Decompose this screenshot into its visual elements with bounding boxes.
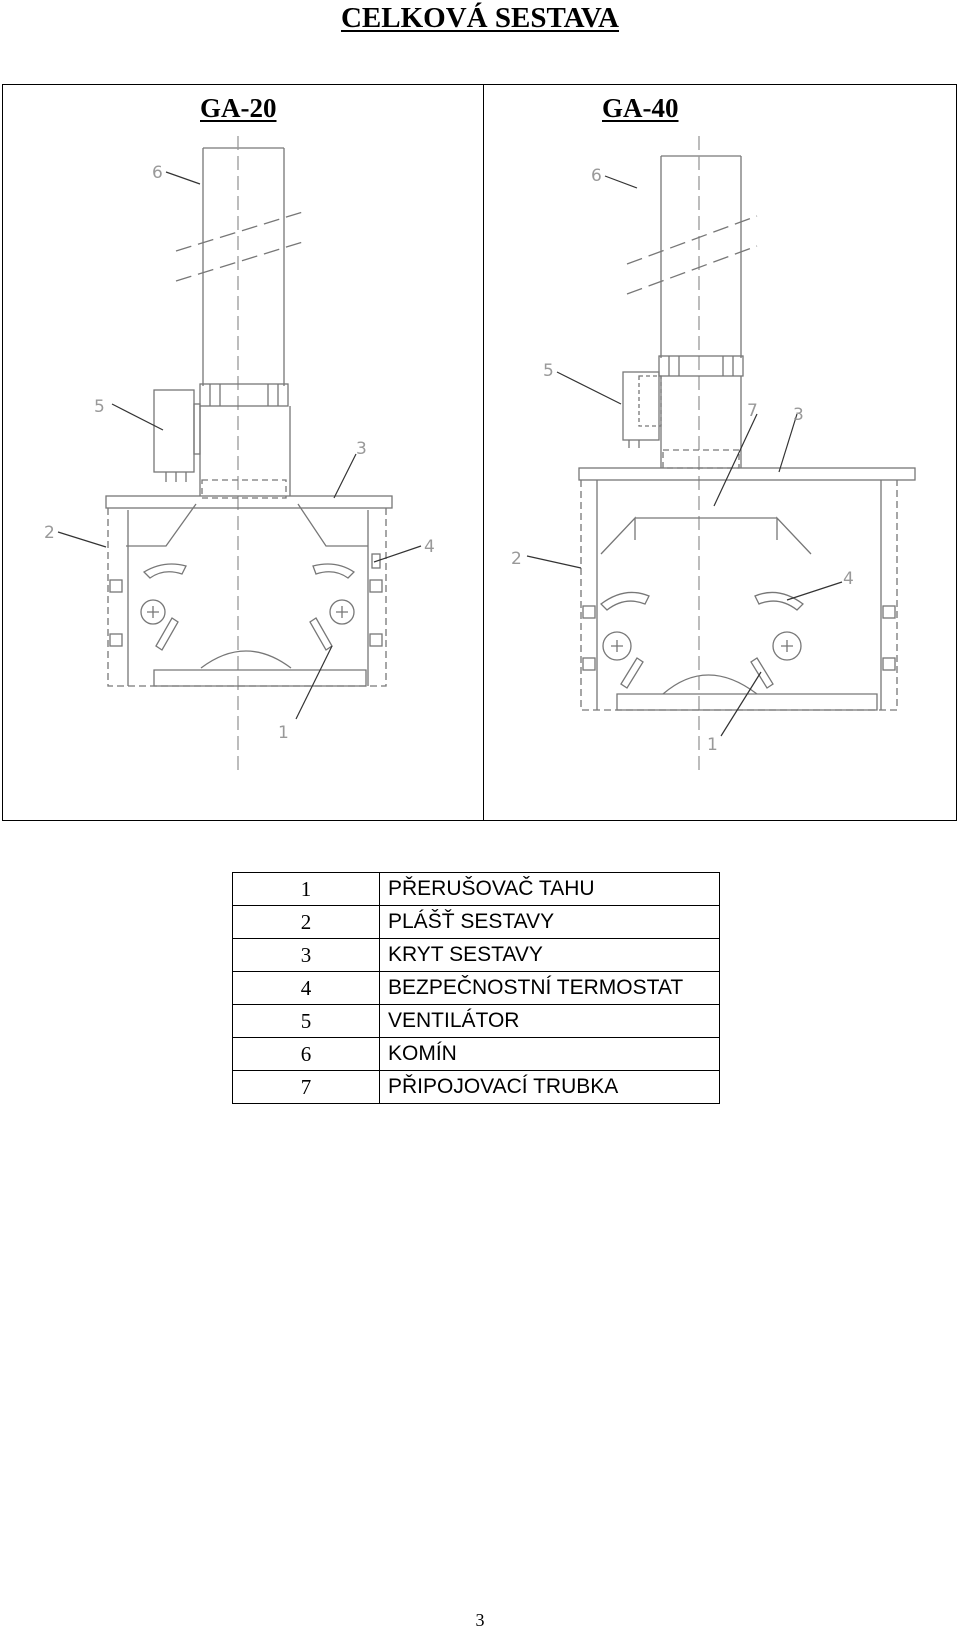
- chimney-ga40: [661, 156, 741, 358]
- callout-3-ga20: 3: [356, 439, 367, 459]
- table-row: [233, 906, 720, 939]
- part-name: PŘIPOJOVACÍ TRUBKA: [380, 1071, 720, 1104]
- callout-4-ga40: 4: [843, 569, 854, 589]
- table-row: [233, 939, 720, 972]
- chimney-ga20: [203, 148, 284, 386]
- part-number: 1: [233, 873, 380, 906]
- table-row: [233, 1071, 720, 1104]
- callout-1-ga20: 1: [278, 723, 289, 743]
- callout-4-ga20: 4: [424, 537, 435, 557]
- ga20-assembly-drawing: [6, 86, 476, 819]
- part-number: 3: [233, 939, 380, 972]
- parts-legend-table: [232, 872, 720, 1104]
- callouts-ga40: [511, 166, 854, 755]
- callout-5-ga20: 5: [94, 397, 105, 417]
- part-number: 5: [233, 1005, 380, 1038]
- model-label-ga40: GA-40: [602, 93, 679, 123]
- part-name: VENTILÁTOR: [380, 1005, 720, 1038]
- table-row: [233, 1005, 720, 1038]
- part-number: 2: [233, 906, 380, 939]
- part-number: 4: [233, 972, 380, 1005]
- callout-1-ga40: 1: [707, 735, 718, 755]
- callout-6-ga20: 6: [152, 163, 163, 183]
- fan-ga40: [623, 372, 661, 448]
- table-row: [233, 1038, 720, 1071]
- callouts-ga20: [44, 163, 435, 743]
- fan-ga20: [154, 390, 200, 482]
- frame-divider: [483, 84, 484, 821]
- cover-ga20: [106, 496, 392, 508]
- part-name: KRYT SESTAVY: [380, 939, 720, 972]
- connecting-pipe-ga40: [661, 376, 741, 468]
- callout-2-ga20: 2: [44, 523, 55, 543]
- callout-3-ga40: 3: [793, 405, 804, 425]
- draft-hood-ga20: [126, 504, 368, 546]
- part-name: KOMÍN: [380, 1038, 720, 1071]
- casing-ga40: [581, 480, 897, 710]
- callout-7-ga40: 7: [747, 401, 758, 421]
- callout-5-ga40: 5: [543, 361, 554, 381]
- callout-2-ga40: 2: [511, 549, 522, 569]
- part-name: PLÁŠŤ SESTAVY: [380, 906, 720, 939]
- table-row: [233, 873, 720, 906]
- casing-ga20: [108, 508, 386, 686]
- part-name: BEZPEČNOSTNÍ TERMOSTAT: [380, 972, 720, 1005]
- table-row: [233, 972, 720, 1005]
- ga40-assembly-drawing: [487, 86, 957, 819]
- page-number: 3: [475, 1610, 485, 1630]
- callout-6-ga40: 6: [591, 166, 602, 186]
- part-number: 6: [233, 1038, 380, 1071]
- model-label-ga20: GA-20: [200, 93, 277, 123]
- part-number: 7: [233, 1071, 380, 1104]
- cover-ga40: [579, 468, 915, 480]
- page-title: CELKOVÁ SESTAVA: [340, 2, 620, 34]
- part-name: PŘERUŠOVAČ TAHU: [380, 873, 720, 906]
- draft-hood-ga40: [601, 518, 811, 554]
